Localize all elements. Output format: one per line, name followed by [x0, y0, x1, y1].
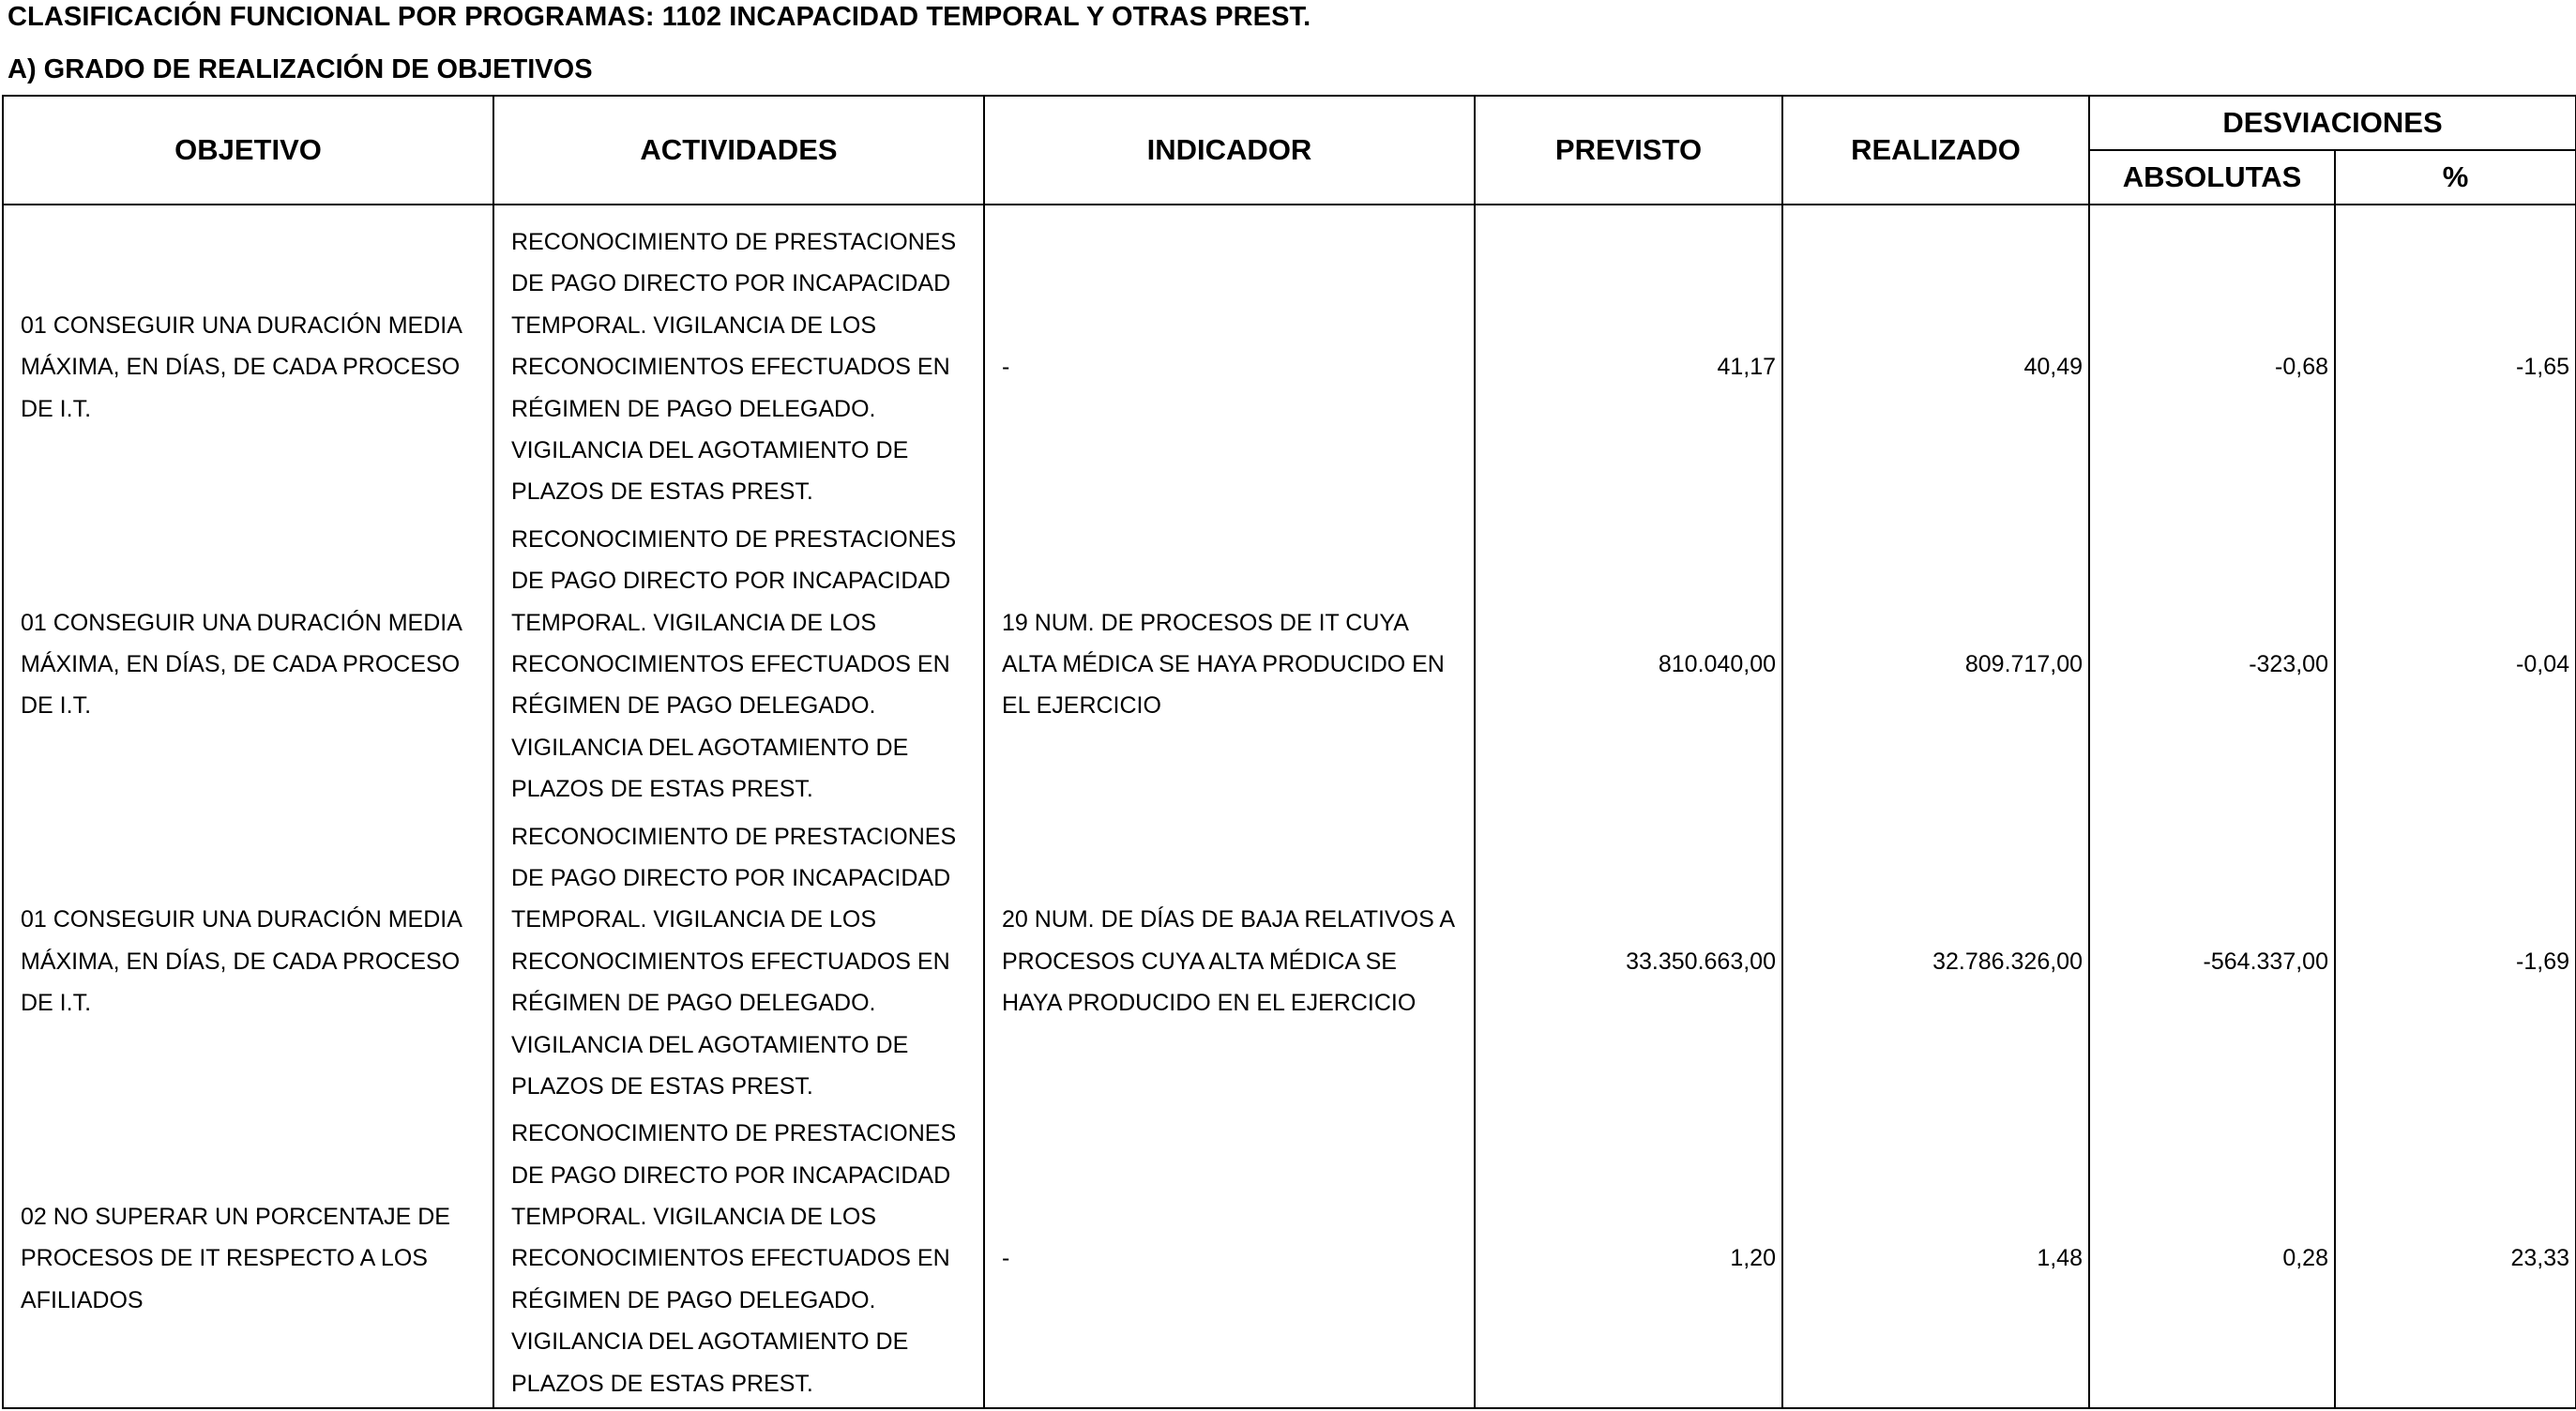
header-desviaciones: DESVIACIONES: [2089, 96, 2576, 150]
header-actividades: ACTIVIDADES: [493, 96, 984, 205]
cell-previsto: 1,20: [1475, 1110, 1782, 1408]
cell-actividades: RECONOCIMIENTO DE PRESTACIONES DE PAGO DIRECTO POR INCAPACIDAD TEMPORAL. VIGILANCIA DE LOS RECONOCIMIENTOS EFECTUADOS EN RÉGIMEN DE PAGO DELEGADO. VIGILANCIA DEL AGOTAMIENTO DE PLAZOS DE ESTAS PREST.: [493, 813, 984, 1111]
table-row: [3, 1110, 2576, 1408]
cell-objetivo: 01 CONSEGUIR UNA DURACIÓN MEDIA MÁXIMA, EN DÍAS, DE CADA PROCESO DE I.T.: [3, 205, 493, 516]
table-row: [3, 516, 2576, 813]
table-row: [3, 205, 2576, 516]
cell-indicador: 20 NUM. DE DÍAS DE BAJA RELATIVOS A PROCESOS CUYA ALTA MÉDICA SE HAYA PRODUCIDO EN EL EJERCICIO: [984, 813, 1475, 1111]
cell-absolutas: -0,68: [2089, 205, 2335, 516]
cell-actividades: RECONOCIMIENTO DE PRESTACIONES DE PAGO DIRECTO POR INCAPACIDAD TEMPORAL. VIGILANCIA DE LOS RECONOCIMIENTOS EFECTUADOS EN RÉGIMEN DE PAGO DELEGADO. VIGILANCIA DEL AGOTAMIENTO DE PLAZOS DE ESTAS PREST.: [493, 205, 984, 516]
cell-porcentaje: 23,33: [2335, 1110, 2576, 1408]
page-title: CLASIFICACIÓN FUNCIONAL POR PROGRAMAS: 1102 INCAPACIDAD TEMPORAL Y OTRAS PREST.: [8, 2, 1311, 32]
cell-absolutas: -323,00: [2089, 516, 2335, 813]
table-row: [3, 813, 2576, 1111]
cell-realizado: 32.786.326,00: [1782, 813, 2089, 1111]
cell-realizado: 1,48: [1782, 1110, 2089, 1408]
cell-porcentaje: -1,65: [2335, 205, 2576, 516]
cell-absolutas: -564.337,00: [2089, 813, 2335, 1111]
cell-porcentaje: -1,69: [2335, 813, 2576, 1111]
cell-previsto: 810.040,00: [1475, 516, 1782, 813]
cell-realizado: 40,49: [1782, 205, 2089, 516]
cell-absolutas: 0,28: [2089, 1110, 2335, 1408]
cell-objetivo: 02 NO SUPERAR UN PORCENTAJE DE PROCESOS DE IT RESPECTO A LOS AFILIADOS: [3, 1110, 493, 1408]
cell-objetivo: 01 CONSEGUIR UNA DURACIÓN MEDIA MÁXIMA, EN DÍAS, DE CADA PROCESO DE I.T.: [3, 516, 493, 813]
header-absolutas: ABSOLUTAS: [2089, 150, 2335, 205]
header-porcentaje: %: [2335, 150, 2576, 205]
cell-actividades: RECONOCIMIENTO DE PRESTACIONES DE PAGO DIRECTO POR INCAPACIDAD TEMPORAL. VIGILANCIA DE LOS RECONOCIMIENTOS EFECTUADOS EN RÉGIMEN DE PAGO DELEGADO. VIGILANCIA DEL AGOTAMIENTO DE PLAZOS DE ESTAS PREST.: [493, 1110, 984, 1408]
cell-porcentaje: -0,04: [2335, 516, 2576, 813]
cell-indicador: -: [984, 205, 1475, 516]
cell-actividades: RECONOCIMIENTO DE PRESTACIONES DE PAGO DIRECTO POR INCAPACIDAD TEMPORAL. VIGILANCIA DE LOS RECONOCIMIENTOS EFECTUADOS EN RÉGIMEN DE PAGO DELEGADO. VIGILANCIA DEL AGOTAMIENTO DE PLAZOS DE ESTAS PREST.: [493, 516, 984, 813]
section-title: A) GRADO DE REALIZACIÓN DE OBJETIVOS: [8, 54, 593, 84]
objectives-table: [2, 95, 2576, 1409]
cell-objetivo: 01 CONSEGUIR UNA DURACIÓN MEDIA MÁXIMA, EN DÍAS, DE CADA PROCESO DE I.T.: [3, 813, 493, 1111]
header-objetivo: OBJETIVO: [3, 96, 493, 205]
header-indicador: INDICADOR: [984, 96, 1475, 205]
header-realizado: REALIZADO: [1782, 96, 2089, 205]
cell-indicador: -: [984, 1110, 1475, 1408]
cell-previsto: 33.350.663,00: [1475, 813, 1782, 1111]
header-previsto: PREVISTO: [1475, 96, 1782, 205]
cell-realizado: 809.717,00: [1782, 516, 2089, 813]
cell-indicador: 19 NUM. DE PROCESOS DE IT CUYA ALTA MÉDICA SE HAYA PRODUCIDO EN EL EJERCICIO: [984, 516, 1475, 813]
cell-previsto: 41,17: [1475, 205, 1782, 516]
